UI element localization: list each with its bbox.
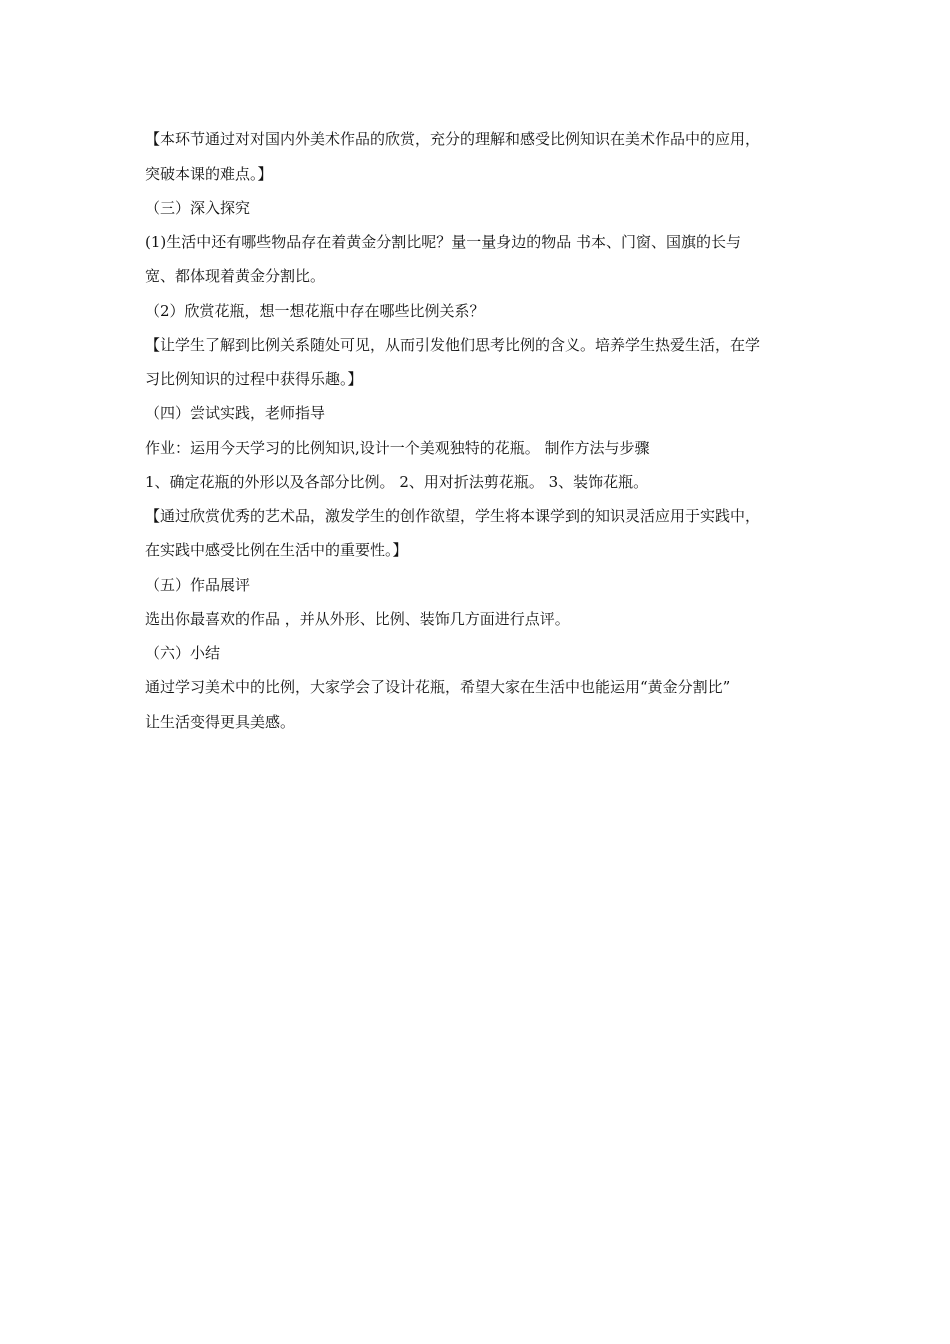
paragraph-line: 突破本课的难点。】 xyxy=(145,165,273,183)
paragraph-line: 通过学习美术中的比例，大家学会了设计花瓶，希望大家在生活中也能运用“黄金分割比” xyxy=(145,678,731,696)
paragraph-line: 作业：运用今天学习的比例知识,设计一个美观独特的花瓶。 制作方法与步骤 xyxy=(145,439,650,457)
paragraph-line: （2）欣赏花瓶，想一想花瓶中存在哪些比例关系？ xyxy=(145,302,485,320)
paragraph-line: 让生活变得更具美感。 xyxy=(145,713,296,731)
section-heading: （四）尝试实践，老师指导 xyxy=(145,404,326,422)
paragraph-line: 宽、都体现着黄金分割比。 xyxy=(145,267,326,285)
section-heading: （五）作品展评 xyxy=(145,576,251,594)
paragraph-line: 习比例知识的过程中获得乐趣。】 xyxy=(145,370,363,388)
paragraph-line: 【本环节通过对对国内外美术作品的欣赏，充分的理解和感受比例知识在美术作品中的应用， xyxy=(145,130,761,148)
paragraph-line: (1)生活中还有哪些物品存在着黄金分割比呢？量一量身边的物品 书本、门窗、国旗的长与 xyxy=(145,233,742,251)
paragraph-line: 1、确定花瓶的外形以及各部分比例。 2、用对折法剪花瓶。 3、装饰花瓶。 xyxy=(145,473,649,491)
section-heading: （三）深入探究 xyxy=(145,199,251,217)
paragraph-line: 选出你最喜欢的作品 ，并从外形、比例、装饰几方面进行点评。 xyxy=(145,610,570,628)
paragraph-line: 【通过欣赏优秀的艺术品，激发学生的创作欲望，学生将本课学到的知识灵活应用于实践中， xyxy=(145,507,761,525)
paragraph-line: 在实践中感受比例在生活中的重要性。】 xyxy=(145,541,408,559)
paragraph-line: 【让学生了解到比例关系随处可见，从而引发他们思考比例的含义。培养学生热爱生活，在学 xyxy=(145,336,761,354)
section-heading: （六）小结 xyxy=(145,644,221,662)
